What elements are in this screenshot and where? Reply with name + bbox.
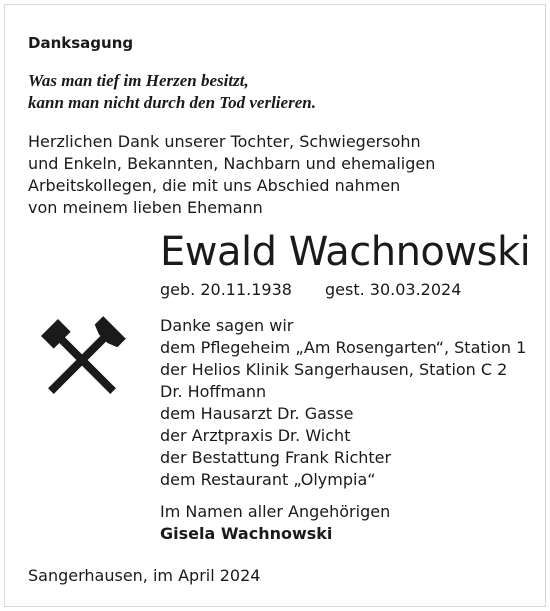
place-date: Sangerhausen, im April 2024: [28, 566, 261, 585]
thanks-line: dem Pflegeheim „Am Rosengarten“, Station 1: [160, 338, 527, 357]
signoff-name: Gisela Wachnowski: [160, 524, 333, 543]
thanks-list: [160, 315, 526, 491]
birth-date: geb. 20.11.1938: [160, 280, 292, 299]
thanks-line: dem Hausarzt Dr. Gasse: [160, 404, 354, 423]
signoff-line: Im Namen aller Angehörigen: [160, 502, 391, 521]
death-date: gest. 30.03.2024: [325, 280, 462, 299]
intro-line: Arbeitskollegen, die mit uns Abschied nahmen: [28, 176, 401, 195]
quote-line: Was man tief im Herzen besitzt,: [28, 71, 249, 90]
thanks-line: Danke sagen wir: [160, 316, 294, 335]
thanks-line: dem Restaurant „Olympia“: [160, 470, 376, 489]
quote-line: kann man nicht durch den Tod verlieren.: [28, 93, 316, 112]
thanks-line: Dr. Hoffmann: [160, 382, 267, 401]
deceased-name: Ewald Wachnowski: [160, 229, 531, 275]
signoff: [160, 501, 390, 545]
thanks-line: der Helios Klinik Sangerhausen, Station C 2: [160, 360, 508, 379]
notice-heading: Danksagung: [28, 34, 134, 52]
intro-line: Herzlichen Dank unserer Tochter, Schwiegersohn: [28, 132, 421, 151]
thanks-line: der Arztpraxis Dr. Wicht: [160, 426, 351, 445]
intro-line: von meinem lieben Ehemann: [28, 198, 263, 217]
hammer-and-pick-icon: [22, 312, 142, 408]
thanks-line: der Bestattung Frank Richter: [160, 448, 392, 467]
intro-line: und Enkeln, Bekannten, Nachbarn und ehemaligen: [28, 154, 436, 173]
quote: [28, 70, 316, 114]
intro-text: [28, 131, 435, 219]
